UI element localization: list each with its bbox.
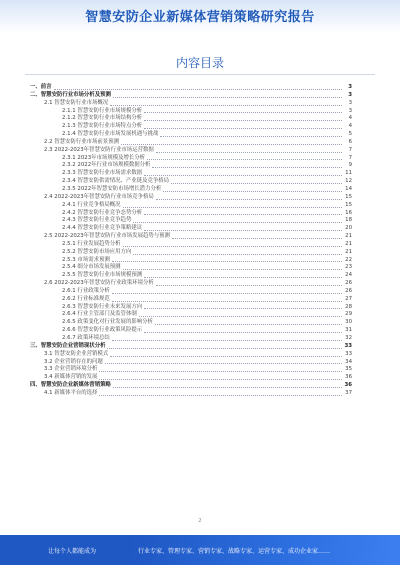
- toc-entry-title: 2.6.1 行业政策分析: [62, 287, 110, 294]
- toc-entry[interactable]: [30, 186, 352, 194]
- report-title: 智慧安防企业新媒体营销策略研究报告: [85, 10, 315, 25]
- toc-dot-leader: [121, 143, 342, 145]
- toc-dot-leader: [144, 331, 342, 333]
- toc-entry[interactable]: [30, 178, 352, 186]
- toc-entry-page: 12: [345, 178, 352, 185]
- toc-entry-page: 7: [348, 146, 352, 153]
- toc-dot-leader: [105, 362, 342, 364]
- toc-entry[interactable]: [30, 343, 352, 351]
- toc-entry-title: 2.6.6 智慧安防行业政策风险提示: [62, 327, 143, 334]
- toc-entry[interactable]: [30, 225, 352, 233]
- toc-dot-leader: [112, 339, 342, 341]
- toc-dot-leader: [144, 174, 342, 176]
- toc-entry-title: 2.6.2 行业标准规范: [62, 295, 110, 302]
- toc-dot-leader: [99, 370, 342, 372]
- toc-entry-page: 37: [345, 389, 352, 396]
- toc-entry[interactable]: [30, 170, 352, 178]
- toc-entry-title: 三、智慧安防企业营销现状分析: [30, 342, 106, 349]
- toc-entry[interactable]: [30, 249, 352, 257]
- toc-entry-title: 2.3.5 2022年智慧安防市场增长潜力分析: [62, 185, 162, 192]
- toc-entry-title: 4.1 新媒体平台的选择: [44, 389, 98, 396]
- toc-dot-leader: [99, 394, 342, 396]
- toc-entry[interactable]: [30, 319, 352, 327]
- toc-entry[interactable]: [30, 100, 352, 108]
- toc-entry-title: 2.6.5 政策变化对行业发展的影响分析: [62, 319, 153, 326]
- toc-entry[interactable]: [30, 194, 352, 202]
- toc-entry[interactable]: [30, 233, 352, 241]
- toc-entry-title: 2.5.2 智慧安防市场应用方向: [62, 248, 132, 255]
- toc-entry-title: 2.6 2022-2023年智慧安防行业政策环境分析: [44, 280, 154, 287]
- toc-dot-leader: [156, 198, 342, 200]
- toc-dot-leader: [155, 323, 342, 325]
- toc-dot-leader: [156, 284, 342, 286]
- toc-entry-title: 四、智慧安防企业新媒体营销策略: [30, 382, 111, 389]
- toc-dot-leader: [110, 104, 342, 106]
- toc-dot-leader: [139, 315, 342, 317]
- toc-entry-page: 36: [345, 374, 352, 381]
- toc-dot-leader: [133, 253, 342, 255]
- toc-entry-page: 32: [345, 335, 352, 341]
- toc-entry[interactable]: [30, 84, 352, 92]
- toc-entry[interactable]: [30, 131, 352, 139]
- toc-entry-title: 2.5.1 行业发展趋势分析: [62, 240, 121, 247]
- toc-entry[interactable]: [30, 288, 352, 296]
- toc-entry-page: 33: [345, 350, 352, 357]
- toc-entry-page: 9: [348, 162, 352, 169]
- toc-entry-page: 5: [348, 131, 352, 138]
- toc-dot-leader: [152, 166, 342, 168]
- toc-entry-title: 2.1.3 智慧安防行业市场特点分析: [62, 123, 143, 130]
- toc-entry-page: 21: [345, 233, 352, 240]
- toc-dot-leader: [99, 378, 342, 380]
- toc-entry-page: 3: [348, 91, 352, 98]
- toc-dot-leader: [123, 245, 342, 247]
- toc-entry-page: 33: [344, 342, 352, 349]
- toc-dot-leader: [144, 119, 342, 121]
- toc-entry-page: 15: [345, 193, 352, 200]
- footer-tagline: 行业专家、管理专家、营销专家、战略专家、运营专家、成功企业家……: [138, 547, 331, 555]
- toc-entry-title: 2.1.4 智慧安防行业市场发展机遇与挑战: [62, 131, 159, 138]
- toc-entry-page: 6: [348, 138, 352, 145]
- toc-dot-leader: [144, 276, 342, 278]
- toc-entry-title: 2.3.4 智慧安防供需情况、产业链及竞争格局: [62, 178, 170, 185]
- toc-entry[interactable]: [30, 351, 352, 359]
- table-of-contents: [30, 84, 352, 398]
- heading-divider: [25, 74, 375, 75]
- toc-dot-leader: [144, 111, 342, 113]
- toc-entry-page: 3: [348, 107, 352, 114]
- toc-entry-page: 27: [345, 295, 352, 302]
- toc-dot-leader: [110, 355, 342, 357]
- toc-entry-title: 2.5.3 市场需求预测: [62, 256, 110, 263]
- toc-entry-title: 2.4.3 智慧安防行业竞争趋势: [62, 217, 132, 224]
- toc-entry-page: 4: [348, 123, 352, 130]
- toc-entry-page: 34: [345, 358, 352, 365]
- toc-entry[interactable]: [30, 123, 352, 131]
- toc-entry-title: 2.5.4 细分市场发展预测: [62, 264, 121, 271]
- toc-entry-page: 28: [345, 303, 352, 310]
- toc-entry[interactable]: [30, 139, 352, 147]
- toc-dot-leader: [172, 237, 342, 239]
- toc-entry-title: 2.4 2022-2023年智慧安防行业市场竞争格局: [44, 193, 154, 200]
- toc-entry-page: 7: [348, 154, 352, 161]
- toc-dot-leader: [133, 221, 342, 223]
- toc-dot-leader: [144, 229, 342, 231]
- toc-entry-title: 2.1.1 智慧安防行业市场规模分析: [62, 107, 143, 114]
- toc-entry-page: 35: [345, 366, 352, 373]
- toc-entry[interactable]: [30, 296, 352, 304]
- toc-entry-page: 23: [345, 264, 352, 271]
- toc-entry-page: 30: [345, 319, 352, 326]
- toc-entry-page: 26: [345, 287, 352, 294]
- toc-entry[interactable]: [30, 390, 352, 398]
- toc-entry-page: 20: [345, 225, 352, 232]
- toc-dot-leader: [156, 151, 342, 153]
- toc-entry-page: 29: [345, 311, 352, 318]
- toc-dot-leader: [144, 307, 342, 309]
- toc-entry-page: 3: [348, 99, 352, 106]
- toc-entry-page: 16: [345, 209, 352, 216]
- toc-entry-page: 21: [345, 248, 352, 255]
- toc-entry[interactable]: [30, 202, 352, 210]
- toc-entry-title: 2.6.3 智慧安防行业未来发展方向: [62, 303, 143, 310]
- toc-entry-page: 24: [345, 272, 352, 279]
- toc-dot-leader: [54, 88, 342, 90]
- toc-dot-leader: [112, 260, 342, 262]
- toc-entry-page: 22: [345, 256, 352, 263]
- toc-entry-page: 26: [345, 280, 352, 287]
- toc-entry-page: 18: [345, 217, 352, 224]
- toc-dot-leader: [112, 292, 342, 294]
- toc-entry[interactable]: [30, 92, 352, 100]
- toc-entry-title: 3.4 新媒体营销的发展: [44, 374, 98, 381]
- toc-entry-page: 14: [345, 185, 352, 192]
- toc-entry-title: 一、前言: [30, 84, 52, 90]
- toc-entry[interactable]: [30, 327, 352, 335]
- toc-dot-leader: [144, 213, 342, 215]
- toc-entry-title: 2.6.7 政策环境总结: [62, 335, 110, 341]
- toc-entry[interactable]: [30, 280, 352, 288]
- page-number: 2: [198, 518, 202, 524]
- toc-entry-title: 2.3.2 2022年行业市场规模数据分析: [62, 162, 151, 169]
- footer-slogan: 让每个人都能成为: [48, 547, 97, 555]
- toc-entry-title: 2.1.2 智慧安防行业市场结构分析: [62, 115, 143, 122]
- toc-dot-leader: [160, 135, 342, 137]
- toc-entry-page: 3: [348, 84, 352, 90]
- toc-entry-title: 2.3.3 智慧安防行业市场需求数据: [62, 170, 143, 177]
- toc-entry-title: 二、智慧安防行业市场分析及预测: [30, 91, 111, 98]
- toc-entry[interactable]: [30, 374, 352, 382]
- toc-entry-title: 3.2 企业营销存在的问题: [44, 358, 103, 365]
- toc-entry-title: 2.3 2022-2023年智慧安防行业市场运营数据: [44, 146, 154, 153]
- toc-dot-leader: [144, 127, 342, 129]
- footer-banner: [0, 535, 400, 565]
- toc-entry-title: 2.5.5 智慧安防行业市场规模预测: [62, 272, 143, 279]
- toc-entry-title: 2.6.4 行业主管部门及监管体制: [62, 311, 137, 318]
- toc-entry[interactable]: [30, 147, 352, 155]
- toc-heading: 内容目录: [175, 56, 224, 70]
- toc-entry[interactable]: [30, 335, 352, 343]
- toc-entry-page: 15: [345, 201, 352, 208]
- toc-entry[interactable]: [30, 241, 352, 249]
- toc-dot-leader: [147, 158, 342, 160]
- toc-dot-leader: [163, 190, 342, 192]
- toc-entry-title: 2.5 2022-2023年智慧安防行业市场发展趋势与预测: [44, 233, 170, 240]
- toc-entry[interactable]: [30, 217, 352, 225]
- toc-entry-page: 4: [348, 115, 352, 122]
- toc-entry-title: 2.3.1 2023年市场规模及增长分析: [62, 154, 146, 161]
- toc-entry[interactable]: [30, 272, 352, 280]
- toc-entry-page: 11: [345, 170, 352, 177]
- toc-entry-page: 31: [345, 327, 352, 334]
- toc-entry-page: 36: [344, 382, 352, 389]
- toc-entry-title: 2.2 智慧安防行业市场前景预测: [44, 138, 119, 145]
- toc-dot-leader: [112, 300, 342, 302]
- toc-dot-leader: [171, 182, 342, 184]
- toc-dot-leader: [113, 386, 342, 388]
- toc-entry-page: 21: [345, 240, 352, 247]
- toc-dot-leader: [123, 268, 342, 270]
- toc-dot-leader: [123, 206, 342, 208]
- toc-entry-title: 2.4.2 智慧安防行业竞争态势分析: [62, 209, 143, 216]
- toc-dot-leader: [113, 96, 342, 98]
- toc-entry-title: 2.4.1 行业竞争格局概况: [62, 201, 121, 208]
- toc-entry-title: 2.1 智慧安防行业市场概况: [44, 99, 109, 106]
- toc-entry[interactable]: [30, 382, 352, 390]
- toc-dot-leader: [107, 347, 342, 349]
- toc-entry-title: 3.3 企业营销环境分析: [44, 366, 98, 373]
- toc-entry-title: 3.1 智慧安防企业营销模式: [44, 350, 109, 357]
- toc-entry-title: 2.4.4 智慧安防行业竞争策略建议: [62, 225, 143, 232]
